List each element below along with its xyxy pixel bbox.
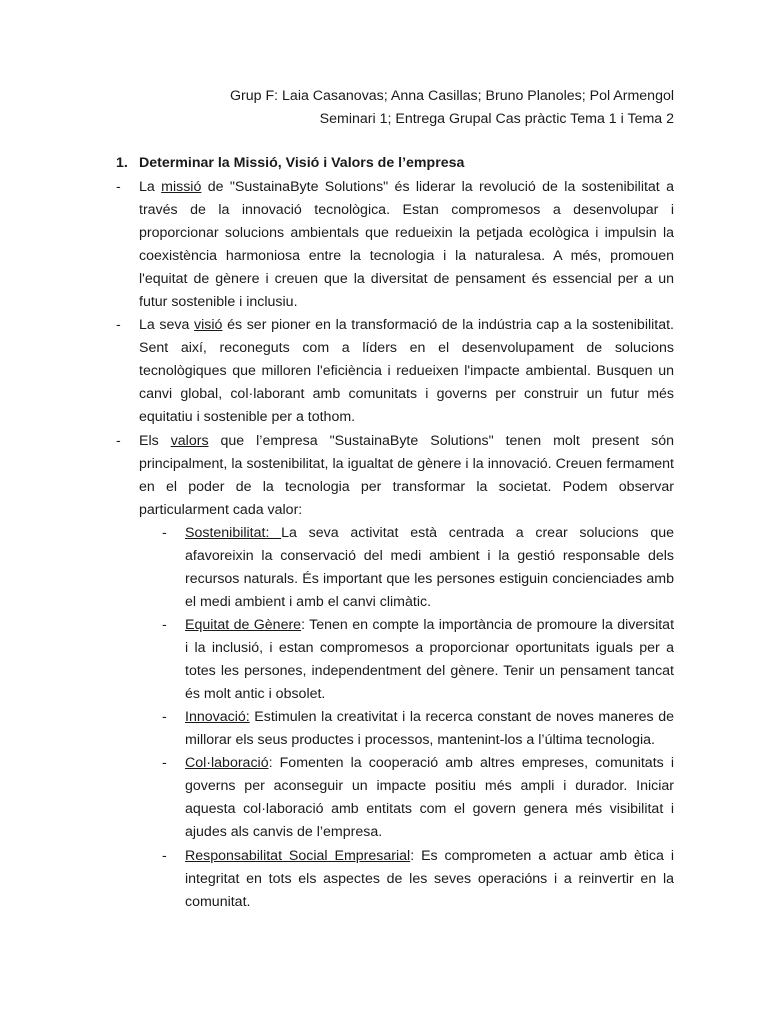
vision-text [139, 314, 674, 429]
group-members-line: Grup F: Laia Casanovas; Anna Casillas; Bruno Planoles; Pol Armengol [230, 88, 674, 104]
bullet-marker: - [116, 433, 121, 449]
value-term: Sostenibilitat: [185, 525, 282, 541]
section-heading [116, 152, 676, 175]
value-item-collaboration [162, 752, 674, 844]
values-body: que l’empresa "SustainaByte Solutions" tenen molt present són principalment, la sostenibilitat, la igualtat de gènere i la innovació. Creuen fermament en el poder de la tecnologia per transformar la societat. Podem observar particularment cada valor: [139, 433, 675, 518]
value-description: Estimulen la creativitat i la recerca constant de noves maneres de millorar els seus productes i processos, mantenint-los a l’última tecnologia. [185, 709, 674, 748]
values-bullet [116, 430, 674, 522]
bullet-marker: - [116, 179, 121, 195]
mission-text [139, 176, 674, 314]
vision-bullet [116, 314, 674, 429]
value-text [185, 752, 674, 844]
mission-bullet [116, 176, 674, 314]
value-item-innovation [162, 706, 674, 752]
section-number: 1. [116, 155, 128, 171]
value-term: Col·laboració [185, 755, 269, 771]
value-description: : Fomenten la cooperació amb altres empreses, comunitats i governs per aconseguir un impacte positiu més ampli i durador. Iniciar aquesta col·laboració amb entitats com el govern genera més visibilitat i ajudes als canvis de l’empresa. [185, 755, 674, 840]
value-text [185, 706, 674, 752]
vision-term: visió [194, 317, 223, 333]
mission-term: missió [161, 179, 202, 195]
sub-bullet-marker: - [162, 848, 167, 864]
sub-bullet-marker: - [162, 755, 167, 771]
sub-bullet-marker: - [162, 525, 167, 541]
value-term: Equitat de Gènere [185, 617, 302, 633]
vision-prefix: La seva [139, 317, 195, 333]
value-term: Innovació: [185, 709, 250, 725]
value-description: : Es comprometen a actuar amb ètica i integritat en tots els aspectes de les seves operacións i a reinvertir en la comunitat. [185, 848, 674, 910]
value-item-sustainability [162, 522, 674, 614]
mission-prefix: La [139, 179, 162, 195]
value-text [185, 845, 674, 914]
value-description: La seva activitat està centrada a crear solucions que afavoreixin la conservació del medi ambient i la gestió responsable dels recursos naturals. És important que les persones estiguin concienciades amb el medi ambient i amb el canvi climàtic. [185, 525, 674, 610]
value-text [185, 522, 674, 614]
value-description: : Tenen en compte la importància de promoure la diversitat i la inclusió, i estan compromesos a proporcionar oportunitats iguals per a totes les persones, independentment del gènere. Tenir un pensament tancat és molt antic i obsolet. [185, 617, 675, 702]
value-item-gender-equity [162, 614, 674, 706]
document-header [230, 85, 674, 130]
section-title-text: Determinar la Missió, Visió i Valors de l’empresa [139, 155, 465, 171]
value-term: Responsabilitat Social Empresarial [185, 848, 411, 864]
sub-bullet-marker: - [162, 709, 167, 725]
bullet-marker: - [116, 317, 121, 333]
mission-body: de "SustainaByte Solutions" és liderar la revolució de la sostenibilitat a través de la innovació tecnològica. Estan compromesos a desenvolupar i proporcionar solucions ambientals que redueixin la petjada ecològica i impulsin la coexistència harmoniosa entre la tecnologia i la naturalesa. A més, promouen l'equitat de gènere i creuen que la diversitat de pensament és essencial per a un futur sostenible i inclusiu. [139, 179, 674, 310]
sub-bullet-marker: - [162, 617, 167, 633]
values-prefix: Els [139, 433, 171, 449]
vision-body: és ser pioner en la transformació de la indústria cap a la sostenibilitat. Sent així, reconeguts com a líders en el desenvolupament de solucions tecnològiques que milloren l'eficiència i redueixen l'impacte ambiental. Busquen un canvi global, col·laborant amb comunitats i governs per construir un futur més equitatiu i sostenible per a tothom. [139, 317, 674, 425]
values-term: valors [170, 433, 209, 449]
value-item-csr [162, 845, 674, 914]
seminar-line: Seminari 1; Entrega Grupal Cas pràctic Tema 1 i Tema 2 [319, 110, 674, 127]
values-text [139, 430, 674, 522]
value-text [185, 614, 674, 706]
